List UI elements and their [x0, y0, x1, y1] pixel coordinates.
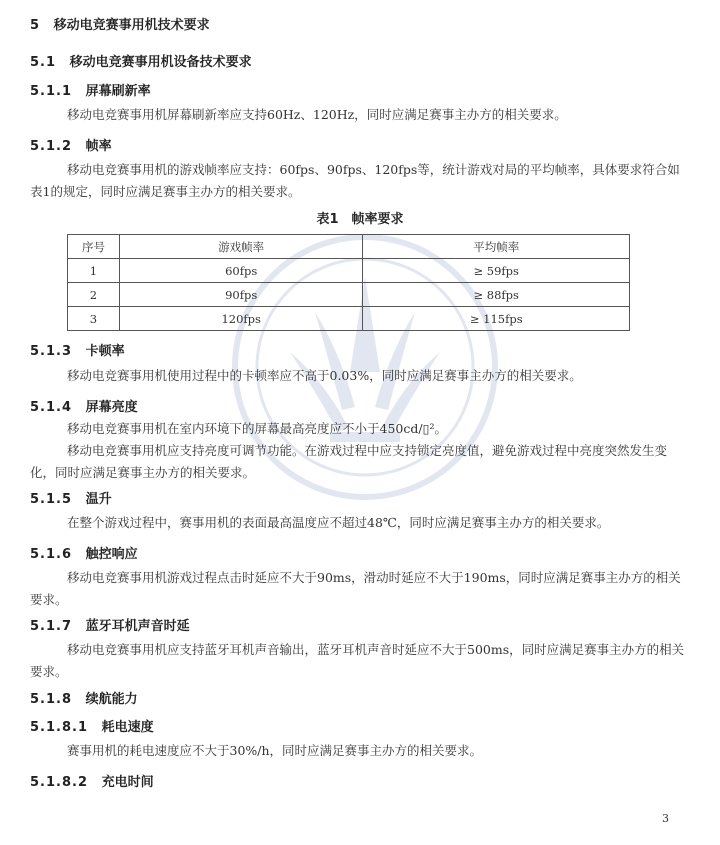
paragraph-5-1-5: 在整个游戏过程中，赛事用机的表面最高温度应不超过48℃，同时应满足赛事主办方的相关要求。: [67, 515, 610, 530]
cell-index: 1: [68, 259, 120, 283]
heading-5-1-8-1: 5.1.8.1 耗电速度: [30, 720, 154, 735]
heading-5-1-8: 5.1.8 续航能力: [30, 692, 138, 707]
cell-avg-fps: ≥ 88fps: [363, 283, 630, 307]
table-row: [68, 259, 630, 283]
paragraph-5-1-4-a: 移动电竞赛事用机在室内环境下的屏幕最高亮度应不小于450cd/▯²。: [67, 421, 447, 436]
section-heading: 5 移动电竞赛事用机技术要求: [30, 18, 210, 33]
heading-5-1-6: 5.1.6 触控响应: [30, 547, 138, 562]
paragraph-5-1-2: 移动电竞赛事用机的游戏帧率应支持：60fps、90fps、120fps等，统计游戏对局的平均帧率，具体要求符合如表1的规定，同时应满足赛事主办方的相关要求。: [30, 162, 680, 199]
heading-5-1-7: 5.1.7 蓝牙耳机声音时延: [30, 619, 190, 634]
cell-index: 2: [68, 283, 120, 307]
cell-game-fps: 90fps: [119, 283, 363, 307]
subsection-heading-5-1: 5.1 移动电竞赛事用机设备技术要求: [30, 55, 252, 70]
table-row: [68, 283, 630, 307]
heading-5-1-8-2: 5.1.8.2 充电时间: [30, 775, 154, 790]
cell-avg-fps: ≥ 115fps: [363, 307, 630, 331]
cell-index: 3: [68, 307, 120, 331]
table-caption: 表1 帧率要求: [316, 212, 404, 227]
cell-game-fps: 120fps: [119, 307, 363, 331]
heading-5-1-3: 5.1.3 卡顿率: [30, 344, 125, 359]
cell-game-fps: 60fps: [119, 259, 363, 283]
paragraph-5-1-4-b: 移动电竞赛事用机应支持亮度可调节功能。在游戏过程中应支持锁定亮度值，避免游戏过程中亮度突然发生变化，同时应满足赛事主办方的相关要求。: [30, 443, 668, 480]
header-game-fps: 游戏帧率: [119, 235, 363, 259]
header-index: 序号: [68, 235, 120, 259]
paragraph-5-1-8-1: 赛事用机的耗电速度应不大于30%/h，同时应满足赛事主办方的相关要求。: [67, 743, 483, 758]
header-avg-fps: 平均帧率: [363, 235, 630, 259]
table-header-row: [68, 235, 630, 259]
page-number: 3: [662, 812, 669, 825]
paragraph-5-1-7: 移动电竞赛事用机应支持蓝牙耳机声音输出，蓝牙耳机声音时延应不大于500ms，同时应满足赛事主办方的相关要求。: [30, 642, 685, 679]
cell-avg-fps: ≥ 59fps: [363, 259, 630, 283]
heading-5-1-5: 5.1.5 温升: [30, 492, 112, 507]
heading-5-1-4: 5.1.4 屏幕亮度: [30, 400, 138, 415]
table-row: [68, 307, 630, 331]
paragraph-5-1-1: 移动电竞赛事用机屏幕刷新率应支持60Hz、120Hz，同时应满足赛事主办方的相关要求。: [67, 107, 567, 122]
heading-5-1-2: 5.1.2 帧率: [30, 139, 112, 154]
heading-5-1-1: 5.1.1 屏幕刷新率: [30, 84, 151, 99]
paragraph-5-1-3: 移动电竞赛事用机使用过程中的卡顿率应不高于0.03%，同时应满足赛事主办方的相关要求。: [67, 368, 582, 383]
paragraph-5-1-6: 移动电竞赛事用机游戏过程点击时延应不大于90ms，滑动时延应不大于190ms，同时应满足赛事主办方的相关要求。: [30, 570, 681, 607]
frame-rate-table: [67, 234, 630, 331]
